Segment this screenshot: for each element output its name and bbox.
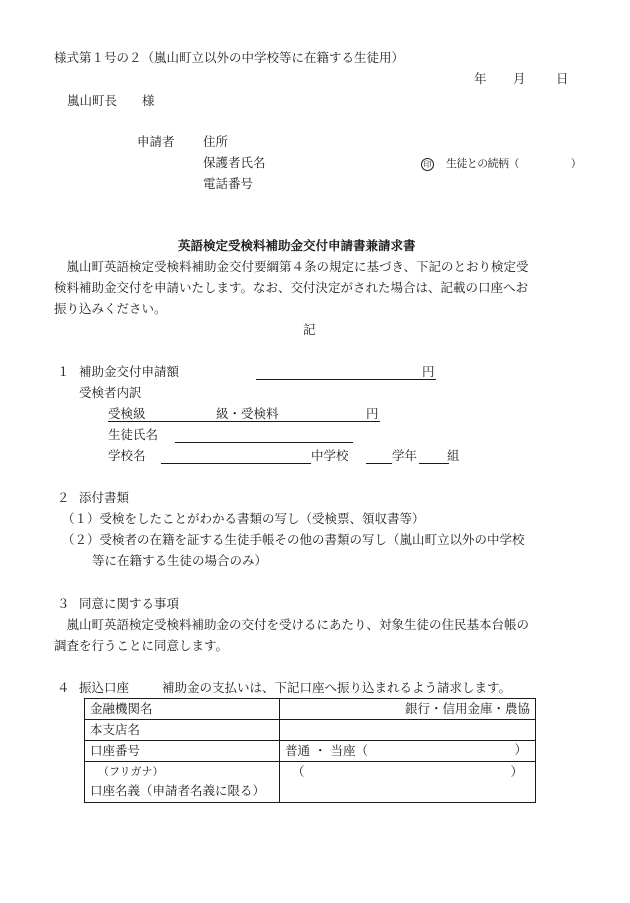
grade-label: 受検級: [108, 406, 146, 421]
section3-number: ３: [57, 596, 70, 611]
section2-heading: 添付書類: [79, 490, 130, 505]
bank-types: 銀行・信用金庫・農協: [404, 700, 530, 716]
section4-text: 補助金の支払いは、下記口座へ振り込まれるよう請求します。: [162, 680, 512, 695]
furigana-label: （フリガナ）: [98, 765, 164, 778]
breakdown-label: 受検者内訳: [79, 385, 142, 400]
furigana-open-paren: （: [292, 764, 305, 779]
seal-mark: [421, 157, 434, 171]
bank-account-table: [84, 698, 536, 803]
student-name-field[interactable]: [175, 442, 353, 443]
grade-suffix: 級・受検料: [216, 406, 279, 421]
bank-name-label: 金融機関名: [85, 699, 280, 720]
class-field[interactable]: [419, 463, 449, 464]
consent-line-2: 調査を行うことに同意します。: [54, 638, 229, 653]
guardian-name-label: 保護者氏名: [203, 155, 266, 170]
account-close-paren: ）: [514, 742, 527, 757]
form-number: 様式第１号の２（嵐山町立以外の中学校等に在籍する生徒用）: [54, 50, 405, 65]
seal-icon: 印: [421, 158, 434, 171]
phone-label: 電話番号: [203, 176, 254, 191]
addressee: 嵐山町長 様: [67, 93, 155, 108]
address-label: 住所: [203, 134, 229, 149]
holder-cell[interactable]: [280, 762, 536, 803]
section1-number: １: [57, 364, 70, 379]
bank-name-cell[interactable]: [280, 699, 536, 720]
student-name-label: 生徒氏名: [108, 427, 159, 442]
branch-label: 本支店名: [85, 720, 280, 741]
school-label: 学校名: [108, 448, 146, 463]
table-row: [85, 699, 536, 720]
holder-label: 口座名義（申請者名義に限る）: [90, 783, 266, 798]
holder-label-cell: [85, 762, 280, 803]
school-suffix: 中学校: [311, 448, 349, 463]
account-number-label: 口座番号: [85, 741, 280, 762]
consent-line-1: 嵐山町英語検定受検料補助金の交付を受けるにあたり、対象生徒の住民基本台帳の: [54, 617, 530, 632]
ki-marker: 記: [303, 322, 316, 337]
section1-heading: 補助金交付申請額: [79, 364, 180, 379]
account-type: 普通 ・ 当座（: [285, 742, 368, 758]
table-row: [85, 720, 536, 741]
class-label: 組: [447, 448, 460, 463]
date-day: 日: [556, 71, 569, 86]
date-year: 年: [474, 71, 487, 86]
intro-line-1: 嵐山町英語検定受検料補助金交付要綱第４条の規定に基づき、下記のとおり検定受: [54, 259, 529, 274]
intro-line-2: 検料補助金交付を申請いたします。なお、交付決定がされた場合は、記載の口座へお: [54, 280, 529, 295]
school-name-field[interactable]: [161, 463, 311, 464]
section4-number: ４: [57, 680, 70, 695]
grade-fee-field[interactable]: [108, 421, 380, 422]
branch-cell[interactable]: [280, 720, 536, 741]
intro-line-3: 振り込みください。: [54, 301, 167, 316]
attachment-item-1: （１）受検をしたことがわかる書類の写し（受検票、領収書等）: [62, 511, 425, 526]
date-month: 月: [513, 71, 526, 86]
section3-heading: 同意に関する事項: [79, 596, 180, 611]
amount-field[interactable]: [256, 366, 436, 380]
furigana-close-paren: ）: [510, 764, 523, 779]
section2-number: ２: [57, 490, 70, 505]
relation-label: 生徒との続柄（ ）: [446, 157, 582, 170]
attachment-item-2-line2: 等に在籍する生徒の場合のみ）: [92, 553, 268, 568]
applicant-label: 申請者: [137, 134, 175, 149]
account-number-cell[interactable]: [280, 741, 536, 762]
table-row: [85, 741, 536, 762]
attachment-item-2-line1: （２）受検者の在籍を証する生徒手帳その他の書類の写し（嵐山町立以外の中学校: [62, 532, 525, 547]
fee-yen: 円: [366, 406, 379, 421]
section4-heading: 振込口座: [79, 680, 130, 695]
year-label: 学年: [392, 448, 418, 463]
year-field[interactable]: [366, 463, 392, 464]
amount-yen: 円: [422, 364, 435, 379]
document-title: 英語検定受検料補助金交付申請書兼請求書: [178, 238, 416, 253]
table-row: [85, 762, 536, 803]
